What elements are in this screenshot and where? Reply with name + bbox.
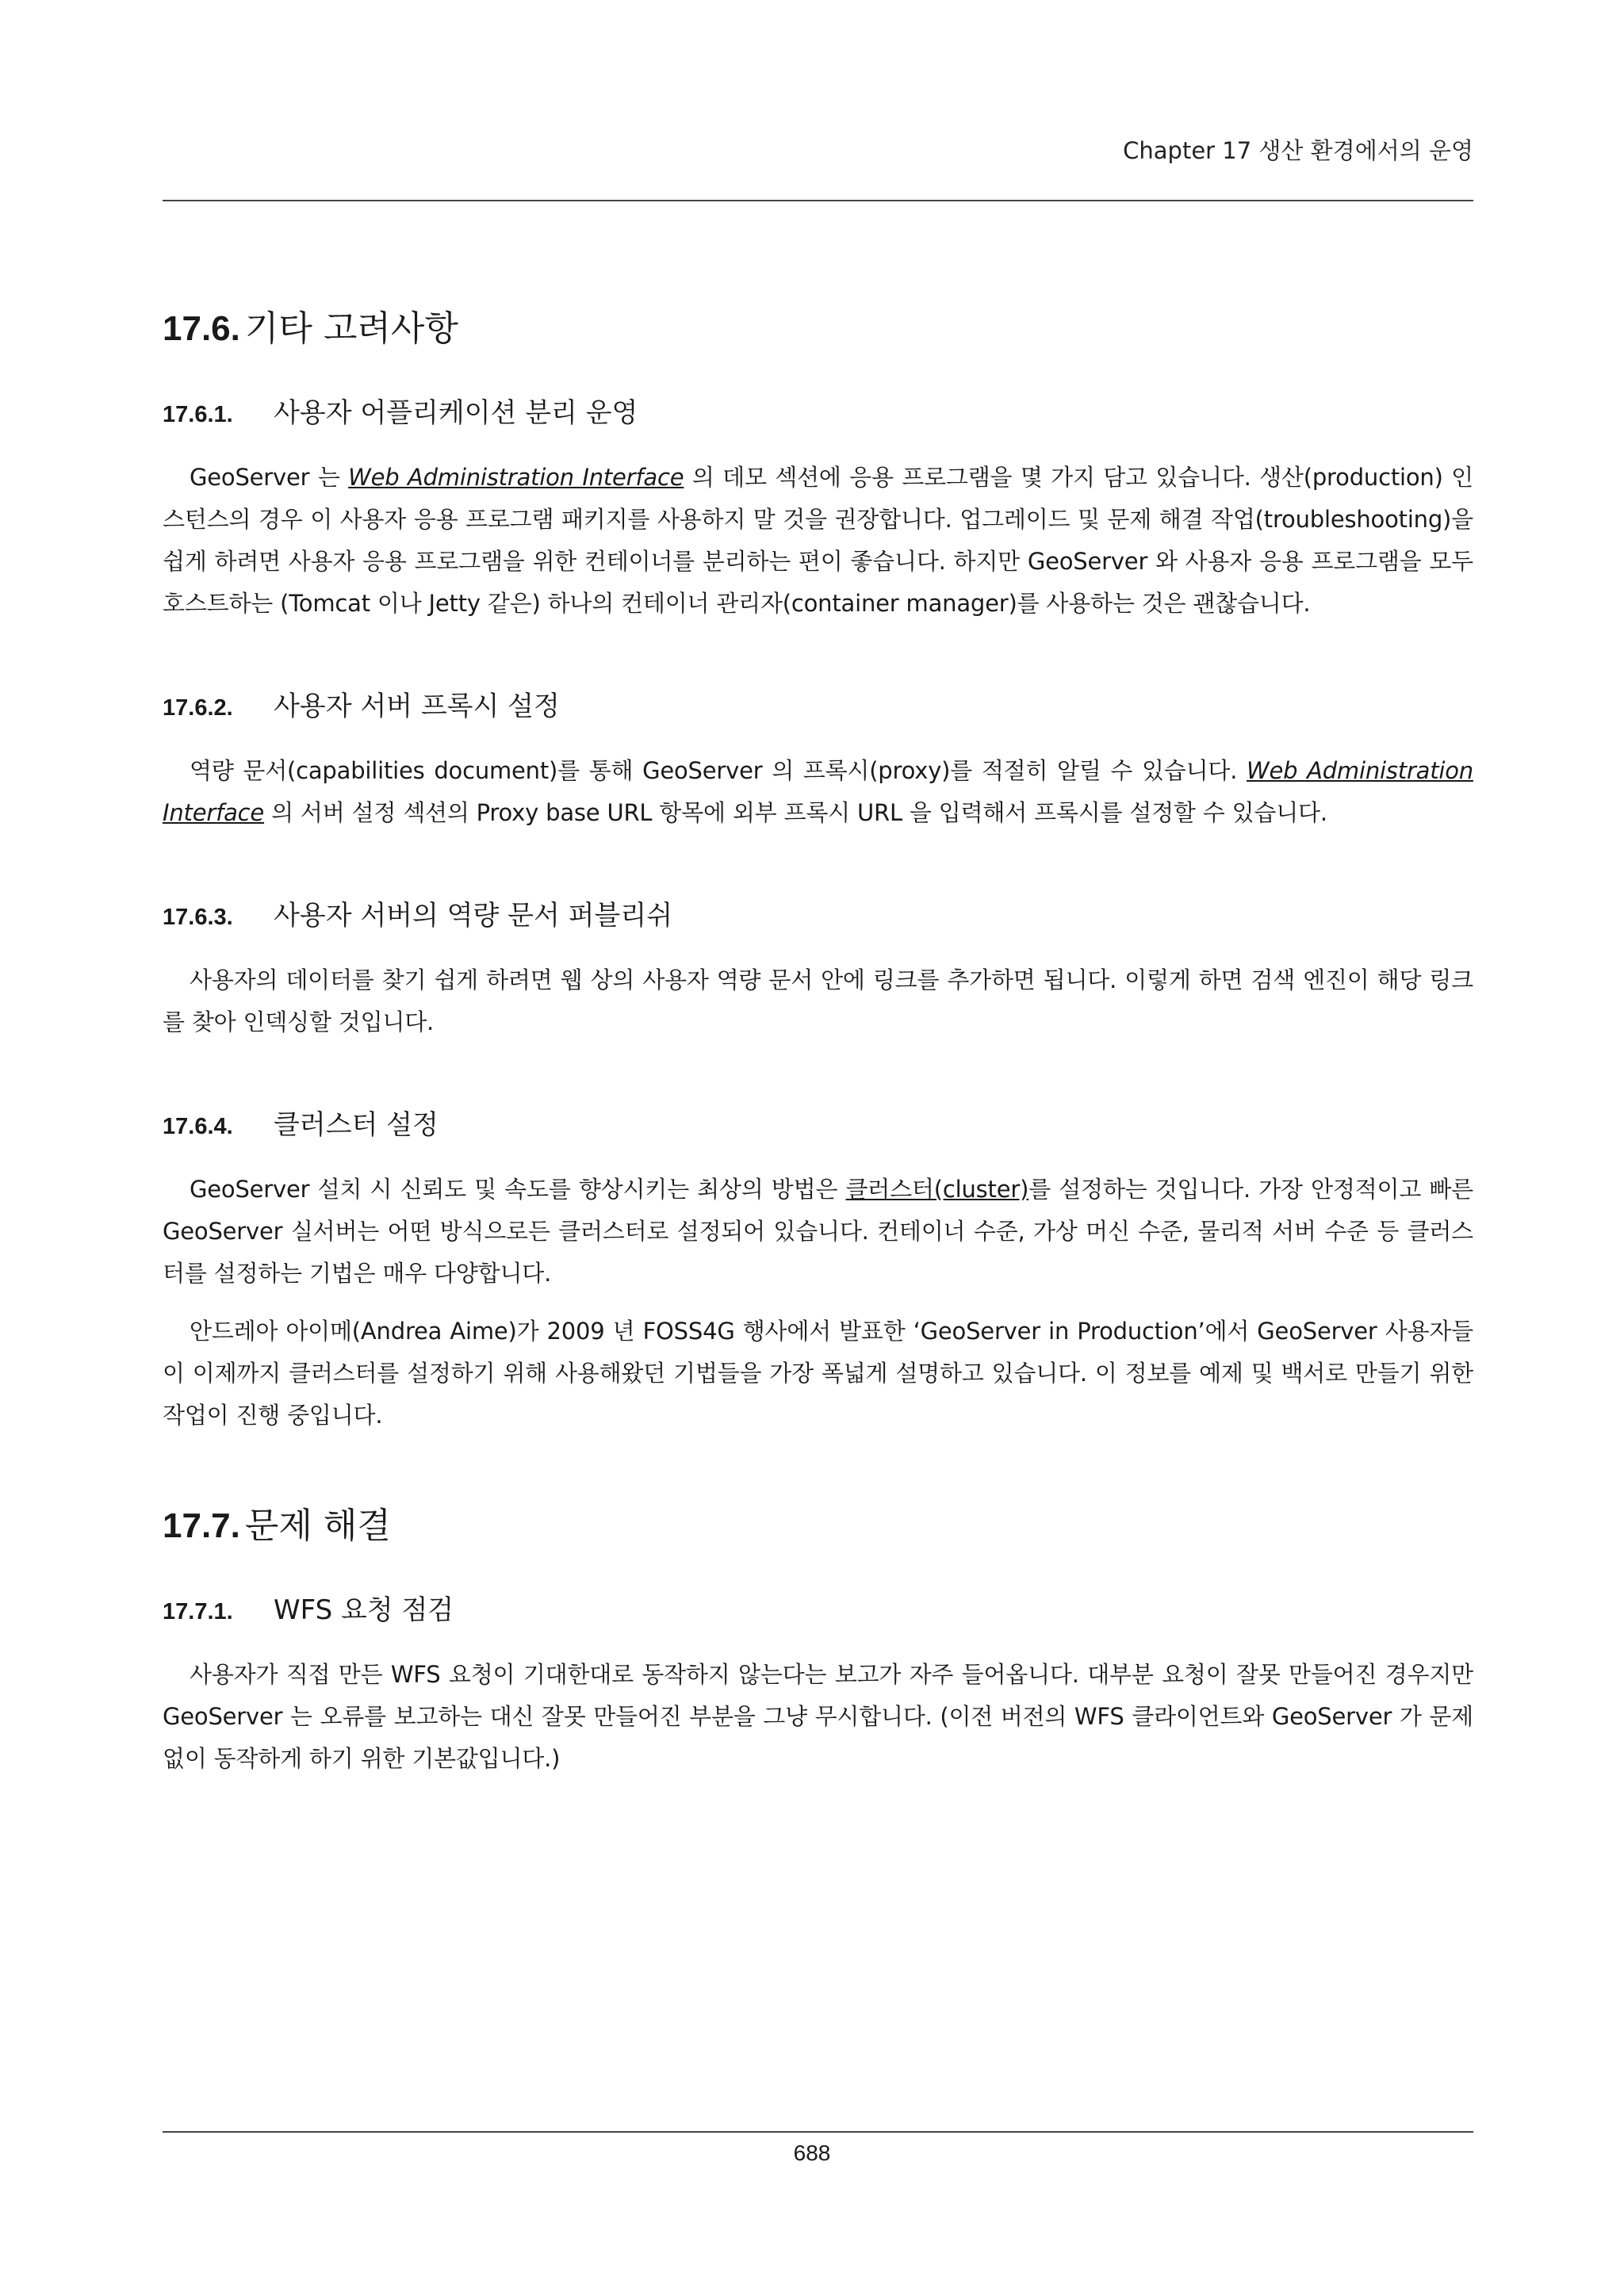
subsection-title: 사용자 서버의 역량 문서 퍼블리쉬: [274, 900, 673, 932]
text-run: 역량 문서(capabilities document)를 통해 GeoServer 의 프록시(proxy)를 적절히 알릴 수 있습니다.: [190, 757, 1247, 784]
section-number: 17.7.: [163, 1506, 240, 1545]
running-header: Chapter 17 생산 환경에서의 운영: [1123, 137, 1473, 164]
text-run: 를 설정하는 것입니다. 가장 안정적이고 빠른 GeoServer 실서버는 어떤 방식으로든 클러스터로 설정되어 있습니다. 컨테이너 수준, 가상 머신 수준, 물리적 서버 수준 등 클러스터를 설정하는 기법은 매우 다양합니다.: [163, 1176, 1473, 1287]
subsection-heading-17-7-1: [163, 1590, 1473, 1632]
page-content: [163, 301, 1473, 1796]
footer-divider: [163, 2131, 1473, 2133]
web-admin-interface-link[interactable]: Web Administration Interface: [348, 464, 684, 491]
subsection-title: 사용자 어플리케이션 분리 운영: [274, 397, 638, 429]
subsection-heading-17-6-1: [163, 393, 1473, 434]
page-number: 688: [793, 2141, 831, 2165]
section-title: 문제 해결: [244, 1506, 391, 1546]
subsection-heading-17-6-2: [163, 687, 1473, 728]
paragraph: 사용자가 직접 만든 WFS 요청이 기대한대로 동작하지 않는다는 보고가 자주 들어옵니다. 대부분 요청이 잘못 만들어진 경우지만 GeoServer 는 오류를 보고하는 대신 잘못 만들어진 부분을 그냥 무시합니다. (이전 버전의 WFS 클라이언트와 GeoServer 가 문제없이 동작하게 하기 위한 기본값입니다.): [163, 1661, 1473, 1772]
paragraph: [163, 750, 1473, 834]
paragraph: 안드레아 아이메(Andrea Aime)가 2009 년 FOSS4G 행사에서 발표한 ‘GeoServer in Production’에서 GeoServer 사용자들이 이제까지 클러스터를 설정하기 위해 사용해왔던 기법들을 가장 폭넓게 설명하고 있습니다. 이 정보를 예제 및 백서로 만들기 위한 작업이 진행 중입니다.: [163, 1318, 1473, 1429]
subsection-title: WFS 요청 점검: [274, 1594, 454, 1626]
paragraph: 사용자의 데이터를 찾기 쉽게 하려면 웹 상의 사용자 역량 문서 안에 링크를 추가하면 됩니다. 이렇게 하면 검색 엔진이 해당 링크를 찾아 인덱싱할 것입니다.: [163, 966, 1473, 1035]
subsection-heading-17-6-3: [163, 896, 1473, 937]
cluster-link[interactable]: 클러스터(cluster): [845, 1176, 1029, 1203]
paragraph: [163, 457, 1473, 625]
subsection-number: 17.6.3.: [163, 905, 233, 930]
subsection-title: 사용자 서버 프록시 설정: [274, 691, 560, 722]
subsection-number: 17.6.2.: [163, 695, 233, 721]
section-title: 기타 고려사항: [244, 308, 458, 349]
subsection-heading-17-6-4: [163, 1105, 1473, 1146]
subsection-number: 17.6.1.: [163, 402, 233, 427]
text-run: 의 서버 설정 섹션의 Proxy base URL 항목에 외부 프록시 URL 을 입력해서 프록시를 설정할 수 있습니다.: [264, 799, 1327, 826]
text-run: GeoServer 설치 시 신뢰도 및 속도를 향상시키는 최상의 방법은: [190, 1176, 846, 1203]
subsection-number: 17.6.4.: [163, 1114, 233, 1139]
section-heading-17-6: [163, 301, 1473, 357]
header-divider: [163, 200, 1473, 201]
subsection-number: 17.7.1.: [163, 1599, 233, 1624]
text-run: 의 데모 섹션에 응용 프로그램을 몇 가지 담고 있습니다. 생산(production) 인스턴스의 경우 이 사용자 응용 프로그램 패키지를 사용하지 말 것을 권장합니다. 업그레이드 및 문제 해결 작업(troubleshooting)을 쉽게 하려면 사용자 응용 프로그램을 위한 컨테이너를 분리하는 편이 좋습니다. 하지만 GeoServer 와 사용자 응용 프로그램을 모두 호스트하는 (Tomcat 이나 Jetty 같은) 하나의 컨테이너 관리자(container manager)를 사용하는 것은 괜찮습니다.: [163, 464, 1473, 617]
text-run: GeoServer 는: [190, 464, 349, 491]
subsection-title: 클러스터 설정: [274, 1109, 439, 1141]
paragraph: [163, 1169, 1473, 1295]
web-admin-interface-link[interactable]: Web Administration Interface: [163, 757, 1473, 826]
section-heading-17-7: [163, 1498, 1473, 1554]
section-number: 17.6.: [163, 309, 240, 348]
